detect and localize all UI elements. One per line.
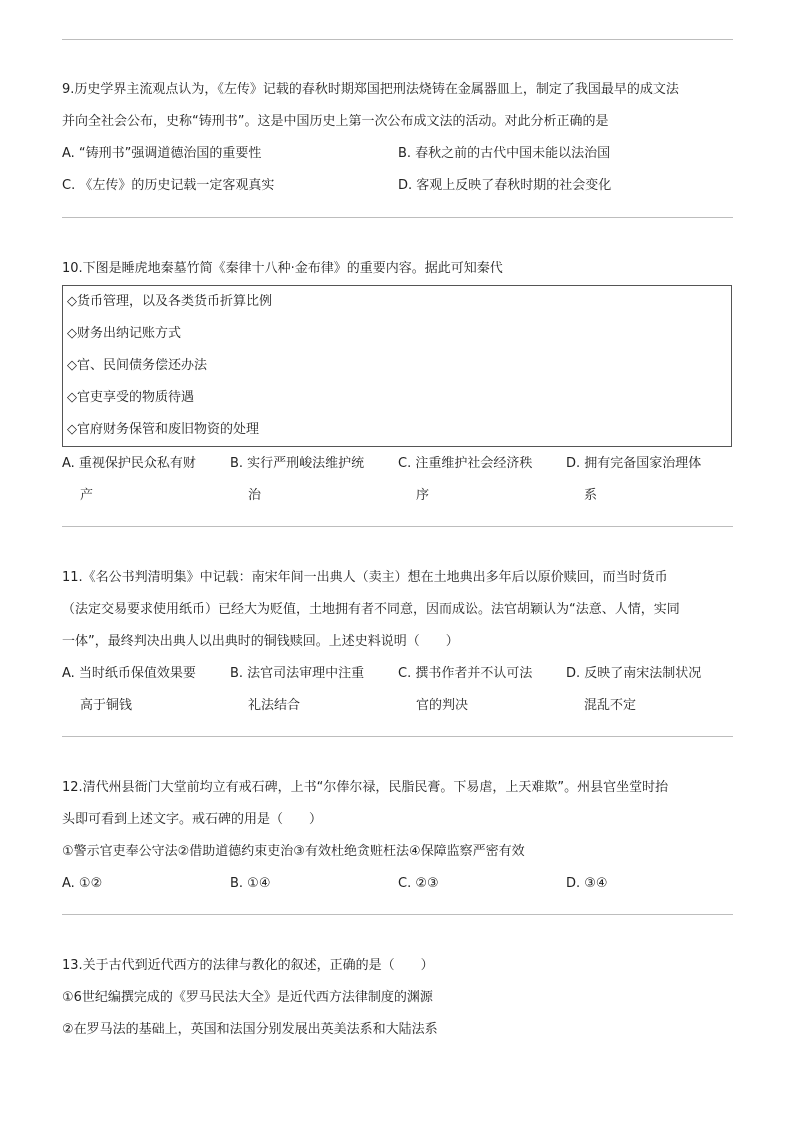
q10-box-item: ◇官府财务保管和废旧物资的处理 <box>67 422 259 437</box>
divider <box>62 526 733 527</box>
q11-stem-line2: （法定交易要求使用纸币）已经大为贬值，土地拥有者不同意，因而成讼。法官胡颖认为“法意、人情，实同 <box>62 602 680 617</box>
q9-stem-line2: 并向全社会公布，史称“铸刑书”。这是中国历史上第一次公布成文法的活动。对此分析正确的是 <box>62 114 609 129</box>
q10-option-a-cont: 产 <box>80 488 94 503</box>
q12-option-a[interactable]: A. ①② <box>62 876 103 891</box>
q9-option-b[interactable]: B. 春秋之前的古代中国未能以法治国 <box>398 146 611 161</box>
q11-option-b[interactable]: B. 法官司法审理中注重 <box>230 666 365 681</box>
q13-statement-1: ①6世纪编撰完成的《罗马民法大全》是近代西方法律制度的渊源 <box>62 990 433 1005</box>
q10-box-item: ◇官吏享受的物质待遇 <box>67 390 194 405</box>
q11-option-d[interactable]: D. 反映了南宋法制状况 <box>566 666 702 681</box>
q10-option-b[interactable]: B. 实行严刑峻法维护统 <box>230 456 365 471</box>
q9-option-c[interactable]: C. 《左传》的历史记载一定客观真实 <box>62 178 275 193</box>
q13-statement-2: ②在罗马法的基础上，英国和法国分别发展出英美法系和大陆法系 <box>62 1022 438 1037</box>
q11-stem-line3: 一体”，最终判决出典人以出典时的铜钱赎回。上述史料说明（ ） <box>62 634 459 649</box>
q10-box-item: ◇货币管理，以及各类货币折算比例 <box>67 294 272 309</box>
q10-option-b-cont: 治 <box>248 488 262 503</box>
q10-box-item: ◇官、民间债务偿还办法 <box>67 358 207 373</box>
divider <box>62 914 733 915</box>
q10-box-item: ◇财务出纳记账方式 <box>67 326 181 341</box>
q12-option-d[interactable]: D. ③④ <box>566 876 608 891</box>
q11-option-b-cont: 礼法结合 <box>248 698 301 713</box>
q10-option-d-cont: 系 <box>584 488 598 503</box>
q11-option-d-cont: 混乱不定 <box>584 698 637 713</box>
q11-option-c-cont: 官的判决 <box>416 698 469 713</box>
q10-option-d[interactable]: D. 拥有完备国家治理体 <box>566 456 702 471</box>
divider <box>62 736 733 737</box>
q10-stem: 10.下图是睡虎地秦墓竹简《秦律十八种·金布律》的重要内容。据此可知秦代 <box>62 261 503 276</box>
q10-option-c[interactable]: C. 注重维护社会经济秩 <box>398 456 533 471</box>
divider <box>62 39 733 40</box>
q12-stem-line1: 12.清代州县衙门大堂前均立有戒石碑，上书“尔俸尔禄，民脂民膏。下易虐，上天难欺”。州县官坐堂时抬 <box>62 780 669 795</box>
q11-option-a[interactable]: A. 当时纸币保值效果要 <box>62 666 196 681</box>
q12-statements: ①警示官吏奉公守法②借助道德约束吏治③有效杜绝贪赃枉法④保障监察严密有效 <box>62 844 525 859</box>
q9-option-d[interactable]: D. 客观上反映了春秋时期的社会变化 <box>398 178 612 193</box>
q12-stem-line2: 头即可看到上述文字。戒石碑的用是（ ） <box>62 812 323 827</box>
q10-option-a[interactable]: A. 重视保护民众私有财 <box>62 456 196 471</box>
q11-option-a-cont: 高于铜钱 <box>80 698 133 713</box>
q12-option-c[interactable]: C. ②③ <box>398 876 439 891</box>
q11-option-c[interactable]: C. 撰书作者并不认可法 <box>398 666 533 681</box>
q12-option-b[interactable]: B. ①④ <box>230 876 271 891</box>
q11-stem-line1: 11.《名公书判清明集》中记载：南宋年间一出典人（卖主）想在土地典出多年后以原价赎回，而当时货币 <box>62 570 668 585</box>
q9-option-a[interactable]: A. “铸刑书”强调道德治国的重要性 <box>62 146 262 161</box>
q10-source-box <box>62 285 732 447</box>
q9-stem-line1: 9.历史学界主流观点认为，《左传》记载的春秋时期郑国把刑法烧铸在金属器皿上，制定了我国最早的成文法 <box>62 82 679 97</box>
q10-option-c-cont: 序 <box>416 488 430 503</box>
divider <box>62 217 733 218</box>
q13-stem: 13.关于古代到近代西方的法律与教化的叙述，正确的是（ ） <box>62 958 434 973</box>
